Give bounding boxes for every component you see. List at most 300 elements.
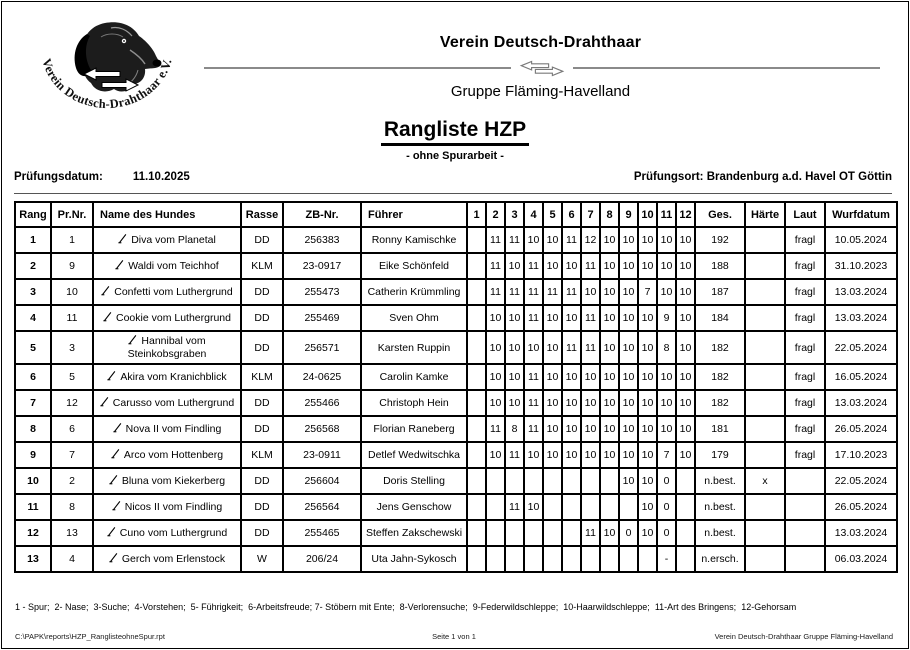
score-cell-10: 7 xyxy=(638,279,657,305)
score-cell-9: 10 xyxy=(619,468,638,494)
gender-icon xyxy=(112,500,121,511)
score-cell-8 xyxy=(600,494,619,520)
score-cell-9: 10 xyxy=(619,279,638,305)
rank-cell: 8 xyxy=(15,416,51,442)
handler-cell: Detlef Wedwitschka xyxy=(361,442,467,468)
table-row xyxy=(15,305,897,331)
birthdate-cell: 22.05.2024 xyxy=(825,468,897,494)
club-name: Verein Deutsch-Drahthaar xyxy=(439,34,642,51)
score-cell-1 xyxy=(467,305,486,331)
laut-cell: fragl xyxy=(785,305,825,331)
haerte-cell xyxy=(745,253,785,279)
rank-cell: 11 xyxy=(15,494,51,520)
score-cell-9: 10 xyxy=(619,416,638,442)
score-cell-8: 10 xyxy=(600,305,619,331)
score-cell-3 xyxy=(505,520,524,546)
prnr-cell: 8 xyxy=(51,494,93,520)
score-cell-1 xyxy=(467,546,486,572)
score-cell-3: 10 xyxy=(505,253,524,279)
score-cell-9: 0 xyxy=(619,520,638,546)
score-cell-1 xyxy=(467,520,486,546)
score-cell-3: 11 xyxy=(505,227,524,253)
table-row xyxy=(15,468,897,494)
laut-cell: fragl xyxy=(785,227,825,253)
score-cell-4: 10 xyxy=(524,442,543,468)
total-cell: n.best. xyxy=(695,494,745,520)
table-row xyxy=(15,227,897,253)
score-cell-11: 0 xyxy=(657,520,676,546)
dog-name: Hannibal vom Steinkobsgraben xyxy=(127,335,207,361)
rank-cell: 9 xyxy=(15,442,51,468)
laut-cell: fragl xyxy=(785,390,825,416)
score-cell-6: 11 xyxy=(562,279,581,305)
total-cell: 188 xyxy=(695,253,745,279)
score-cell-10: 10 xyxy=(638,253,657,279)
score-cell-10: 10 xyxy=(638,390,657,416)
score-cell-6: 10 xyxy=(562,390,581,416)
table-row xyxy=(15,364,897,390)
gender-icon xyxy=(103,311,112,322)
group-name: Gruppe Fläming-Havelland xyxy=(450,83,631,100)
score-cell-4: 11 xyxy=(524,416,543,442)
zb-number-cell: 206/24 xyxy=(283,546,361,572)
score-cell-4: 11 xyxy=(524,390,543,416)
score-cell-2: 10 xyxy=(486,442,505,468)
rank-cell: 3 xyxy=(15,279,51,305)
score-cell-11: 10 xyxy=(657,227,676,253)
score-cell-10 xyxy=(638,546,657,572)
zb-number-cell: 256604 xyxy=(283,468,361,494)
score-cell-5: 10 xyxy=(543,253,562,279)
divider-line-right xyxy=(573,67,880,69)
score-cell-8: 10 xyxy=(600,253,619,279)
score-cell-1 xyxy=(467,227,486,253)
score-cell-3 xyxy=(505,468,524,494)
total-cell: 182 xyxy=(695,364,745,390)
zb-number-cell: 256564 xyxy=(283,494,361,520)
score-cell-7: 10 xyxy=(581,364,600,390)
score-cell-6: 10 xyxy=(562,416,581,442)
score-cell-1 xyxy=(467,364,486,390)
score-cell-5: 11 xyxy=(543,279,562,305)
score-cell-7 xyxy=(581,468,600,494)
zb-number-cell: 256383 xyxy=(283,227,361,253)
score-cell-2: 11 xyxy=(486,253,505,279)
breed-cell: DD xyxy=(241,331,283,364)
score-cell-9: 10 xyxy=(619,305,638,331)
table-row xyxy=(15,442,897,468)
score-cell-8: 10 xyxy=(600,520,619,546)
page-subtitle: - ohne Spurarbeit - xyxy=(406,150,504,162)
score-cell-6: 11 xyxy=(562,227,581,253)
score-cell-4: 11 xyxy=(524,364,543,390)
score-cell-7: 10 xyxy=(581,279,600,305)
dog-name: Gerch vom Erlenstock xyxy=(121,553,226,566)
laut-cell: fragl xyxy=(785,331,825,364)
score-cell-1 xyxy=(467,468,486,494)
score-cell-10: 10 xyxy=(638,305,657,331)
breed-cell: DD xyxy=(241,279,283,305)
score-cell-4: 11 xyxy=(524,279,543,305)
score-cell-3: 11 xyxy=(505,494,524,520)
haerte-cell xyxy=(745,442,785,468)
breed-cell: DD xyxy=(241,227,283,253)
score-cell-4: 10 xyxy=(524,227,543,253)
dog-name: Nova II vom Findling xyxy=(125,423,222,436)
score-cell-6: 10 xyxy=(562,442,581,468)
score-cell-6 xyxy=(562,520,581,546)
prnr-cell: 6 xyxy=(51,416,93,442)
total-cell: n.best. xyxy=(695,520,745,546)
score-cell-9: 10 xyxy=(619,253,638,279)
birthdate-cell: 26.05.2024 xyxy=(825,416,897,442)
haerte-cell: x xyxy=(745,468,785,494)
prnr-cell: 1 xyxy=(51,227,93,253)
handler-cell: Sven Ohm xyxy=(361,305,467,331)
dog-name-cell xyxy=(93,520,241,546)
rank-cell: 7 xyxy=(15,390,51,416)
laut-cell xyxy=(785,546,825,572)
gender-icon xyxy=(113,422,122,433)
score-cell-7: 10 xyxy=(581,390,600,416)
score-cell-6: 10 xyxy=(562,305,581,331)
dog-name-cell xyxy=(93,416,241,442)
exam-location-value: Brandenburg a.d. Havel OT Göttin xyxy=(706,171,892,183)
dog-name: Waldi vom Teichhof xyxy=(128,259,219,272)
zb-number-cell: 23-0911 xyxy=(283,442,361,468)
dog-name-cell xyxy=(93,331,241,364)
score-cell-12: 10 xyxy=(676,390,695,416)
column-header-7: 7 xyxy=(581,202,600,227)
column-header-ges: Ges. xyxy=(695,202,745,227)
score-cell-2 xyxy=(486,546,505,572)
score-cell-8 xyxy=(600,468,619,494)
birthdate-cell: 06.03.2024 xyxy=(825,546,897,572)
prnr-cell: 7 xyxy=(51,442,93,468)
score-cell-1 xyxy=(467,279,486,305)
score-cell-6: 11 xyxy=(562,331,581,364)
exam-location-label: Prüfungsort: xyxy=(633,171,704,183)
score-cell-4: 10 xyxy=(524,331,543,364)
score-cell-6 xyxy=(562,546,581,572)
column-header-rasse: Rasse xyxy=(241,202,283,227)
zb-number-cell: 255465 xyxy=(283,520,361,546)
score-cell-3: 11 xyxy=(505,442,524,468)
dog-name: Akira vom Kranichblick xyxy=(120,371,227,384)
gender-icon xyxy=(107,370,116,381)
score-cell-5: 10 xyxy=(543,390,562,416)
column-header-11: 11 xyxy=(657,202,676,227)
zb-number-cell: 255469 xyxy=(283,305,361,331)
score-cell-10: 10 xyxy=(638,364,657,390)
breed-cell: W xyxy=(241,546,283,572)
breed-cell: KLM xyxy=(241,442,283,468)
laut-cell: fragl xyxy=(785,253,825,279)
column-header-führer: Führer xyxy=(361,202,467,227)
breed-cell: KLM xyxy=(241,253,283,279)
haerte-cell xyxy=(745,305,785,331)
prnr-cell: 4 xyxy=(51,546,93,572)
footer-page-number: Seite 1 von 1 xyxy=(432,632,476,641)
score-cell-5: 10 xyxy=(543,364,562,390)
score-cell-4 xyxy=(524,520,543,546)
handler-cell: Karsten Ruppin xyxy=(361,331,467,364)
column-header-zb-nr: ZB-Nr. xyxy=(283,202,361,227)
score-cell-11: 9 xyxy=(657,305,676,331)
score-cell-10: 10 xyxy=(638,468,657,494)
column-header-10: 10 xyxy=(638,202,657,227)
gender-icon xyxy=(115,259,124,270)
rank-cell: 12 xyxy=(15,520,51,546)
gender-icon xyxy=(109,474,118,485)
score-cell-11: 10 xyxy=(657,253,676,279)
score-cell-12 xyxy=(676,546,695,572)
prnr-cell: 3 xyxy=(51,331,93,364)
score-cell-9 xyxy=(619,494,638,520)
prnr-cell: 9 xyxy=(51,253,93,279)
prnr-cell: 11 xyxy=(51,305,93,331)
prnr-cell: 5 xyxy=(51,364,93,390)
score-cell-1 xyxy=(467,416,486,442)
score-cell-6 xyxy=(562,468,581,494)
score-cell-12: 10 xyxy=(676,279,695,305)
score-cell-7 xyxy=(581,494,600,520)
exam-location xyxy=(634,171,892,183)
prnr-cell: 10 xyxy=(51,279,93,305)
score-cell-3: 10 xyxy=(505,305,524,331)
exam-meta-row xyxy=(14,171,892,183)
birthdate-cell: 16.05.2024 xyxy=(825,364,897,390)
dog-name-cell xyxy=(93,227,241,253)
score-cell-3: 10 xyxy=(505,331,524,364)
dog-name: Nicos II vom Findling xyxy=(124,501,223,514)
laut-cell xyxy=(785,520,825,546)
prnr-cell: 2 xyxy=(51,468,93,494)
column-header-12: 12 xyxy=(676,202,695,227)
score-cell-10: 10 xyxy=(638,416,657,442)
dog-name: Confetti vom Luthergrund xyxy=(114,285,233,298)
score-cell-11: 0 xyxy=(657,468,676,494)
table-row xyxy=(15,331,897,364)
score-cell-10: 10 xyxy=(638,520,657,546)
score-cell-9: 10 xyxy=(619,331,638,364)
handler-cell: Florian Raneberg xyxy=(361,416,467,442)
rank-cell: 5 xyxy=(15,331,51,364)
score-cell-4 xyxy=(524,546,543,572)
table-header-row xyxy=(15,202,897,227)
zb-number-cell: 256571 xyxy=(283,331,361,364)
table-row xyxy=(15,253,897,279)
handler-cell: Eike Schönfeld xyxy=(361,253,467,279)
score-cell-1 xyxy=(467,442,486,468)
score-cell-10: 10 xyxy=(638,331,657,364)
haerte-cell xyxy=(745,279,785,305)
birthdate-cell: 13.03.2024 xyxy=(825,279,897,305)
score-cell-5 xyxy=(543,520,562,546)
birthdate-cell: 31.10.2023 xyxy=(825,253,897,279)
birthdate-cell: 17.10.2023 xyxy=(825,442,897,468)
score-cell-3 xyxy=(505,546,524,572)
handler-cell: Doris Stelling xyxy=(361,468,467,494)
laut-cell: fragl xyxy=(785,364,825,390)
score-cell-10: 10 xyxy=(638,494,657,520)
breed-cell: DD xyxy=(241,468,283,494)
score-cell-9 xyxy=(619,546,638,572)
score-cell-5 xyxy=(543,494,562,520)
score-legend: 1 - Spur; 2- Nase; 3-Suche; 4-Vorstehen; 5- Führigkeit; 6-Arbeitsfreude; 7- Stöbern mit Ente; 8-Verlorensuche; 9-Federwildschleppe; 10-Haarwildschleppe; 11-Art des Bringens; 12-Gehorsam xyxy=(15,602,797,612)
score-cell-7: 11 xyxy=(581,331,600,364)
dog-name-cell xyxy=(93,390,241,416)
score-cell-7 xyxy=(581,546,600,572)
column-header-name-des-hundes: Name des Hundes xyxy=(93,202,241,227)
score-cell-7: 11 xyxy=(581,520,600,546)
haerte-cell xyxy=(745,416,785,442)
table-row xyxy=(15,279,897,305)
score-cell-5: 10 xyxy=(543,227,562,253)
score-cell-12: 10 xyxy=(676,253,695,279)
dog-name-cell xyxy=(93,253,241,279)
column-header-8: 8 xyxy=(600,202,619,227)
score-cell-3: 8 xyxy=(505,416,524,442)
table-row xyxy=(15,520,897,546)
rank-cell: 6 xyxy=(15,364,51,390)
laut-cell: fragl xyxy=(785,416,825,442)
score-cell-11: 10 xyxy=(657,390,676,416)
score-cell-12: 10 xyxy=(676,416,695,442)
breed-cell: DD xyxy=(241,305,283,331)
zb-number-cell: 255466 xyxy=(283,390,361,416)
rank-cell: 1 xyxy=(15,227,51,253)
score-cell-2: 11 xyxy=(486,279,505,305)
total-cell: 182 xyxy=(695,331,745,364)
score-cell-7: 10 xyxy=(581,442,600,468)
arrows-emblem-icon xyxy=(519,60,565,77)
score-cell-5 xyxy=(543,468,562,494)
haerte-cell xyxy=(745,520,785,546)
birthdate-cell: 13.03.2024 xyxy=(825,520,897,546)
table-row xyxy=(15,416,897,442)
column-header-4: 4 xyxy=(524,202,543,227)
score-cell-2: 10 xyxy=(486,305,505,331)
score-cell-10: 10 xyxy=(638,442,657,468)
gender-icon xyxy=(100,396,109,407)
score-cell-3: 10 xyxy=(505,364,524,390)
dog-name-cell xyxy=(93,279,241,305)
page-title: Rangliste HZP xyxy=(381,118,529,146)
column-header-9: 9 xyxy=(619,202,638,227)
haerte-cell xyxy=(745,494,785,520)
column-header-6: 6 xyxy=(562,202,581,227)
score-cell-8: 10 xyxy=(600,331,619,364)
score-cell-4: 11 xyxy=(524,305,543,331)
score-cell-7: 11 xyxy=(581,253,600,279)
score-cell-1 xyxy=(467,390,486,416)
score-cell-11: 7 xyxy=(657,442,676,468)
footer-file-path: C:\PAPK\reports\HZP_RanglisteohneSpur.rpt xyxy=(15,632,165,641)
score-cell-3: 11 xyxy=(505,279,524,305)
prnr-cell: 12 xyxy=(51,390,93,416)
laut-cell xyxy=(785,468,825,494)
column-header-pr-nr: Pr.Nr. xyxy=(51,202,93,227)
zb-number-cell: 256568 xyxy=(283,416,361,442)
birthdate-cell: 22.05.2024 xyxy=(825,331,897,364)
total-cell: 181 xyxy=(695,416,745,442)
rank-cell: 4 xyxy=(15,305,51,331)
gender-icon xyxy=(111,448,120,459)
gender-icon xyxy=(101,285,110,296)
rank-cell: 13 xyxy=(15,546,51,572)
total-cell: 182 xyxy=(695,390,745,416)
haerte-cell xyxy=(745,364,785,390)
gender-icon xyxy=(118,233,127,244)
score-cell-4 xyxy=(524,468,543,494)
score-cell-12: 10 xyxy=(676,331,695,364)
page-footer xyxy=(15,632,893,641)
score-cell-5: 10 xyxy=(543,416,562,442)
divider-line-left xyxy=(204,67,511,69)
score-cell-11: 10 xyxy=(657,416,676,442)
rank-cell: 2 xyxy=(15,253,51,279)
score-cell-1 xyxy=(467,331,486,364)
score-cell-8 xyxy=(600,546,619,572)
score-cell-10: 10 xyxy=(638,227,657,253)
score-cell-12 xyxy=(676,520,695,546)
score-cell-8: 10 xyxy=(600,416,619,442)
score-cell-11: - xyxy=(657,546,676,572)
score-cell-8: 10 xyxy=(600,390,619,416)
column-header-3: 3 xyxy=(505,202,524,227)
score-cell-1 xyxy=(467,494,486,520)
score-cell-6: 10 xyxy=(562,253,581,279)
score-cell-2: 10 xyxy=(486,364,505,390)
dog-name-cell xyxy=(93,494,241,520)
score-cell-5 xyxy=(543,546,562,572)
score-cell-8: 10 xyxy=(600,279,619,305)
score-cell-5: 10 xyxy=(543,331,562,364)
rank-cell: 10 xyxy=(15,468,51,494)
total-cell: n.best. xyxy=(695,468,745,494)
table-row xyxy=(15,494,897,520)
column-header-wurfdatum: Wurfdatum xyxy=(825,202,897,227)
total-cell: 184 xyxy=(695,305,745,331)
dog-name: Carusso vom Luthergrund xyxy=(112,397,235,410)
dog-name: Cuno vom Luthergrund xyxy=(119,527,228,540)
score-cell-6 xyxy=(562,494,581,520)
gender-icon xyxy=(109,552,118,563)
score-cell-12 xyxy=(676,468,695,494)
zb-number-cell: 24-0625 xyxy=(283,364,361,390)
handler-cell: Catherin Krümmling xyxy=(361,279,467,305)
haerte-cell xyxy=(745,331,785,364)
ranking-table xyxy=(14,201,898,573)
column-header-rang: Rang xyxy=(15,202,51,227)
score-cell-2: 11 xyxy=(486,416,505,442)
score-cell-11: 0 xyxy=(657,494,676,520)
score-cell-9: 10 xyxy=(619,364,638,390)
report-page xyxy=(1,1,909,649)
prnr-cell: 13 xyxy=(51,520,93,546)
score-cell-2: 10 xyxy=(486,331,505,364)
score-cell-4: 10 xyxy=(524,494,543,520)
dog-name: Arco vom Hottenberg xyxy=(123,449,224,462)
total-cell: 192 xyxy=(695,227,745,253)
gender-icon xyxy=(128,334,137,345)
score-cell-2 xyxy=(486,520,505,546)
score-cell-3: 10 xyxy=(505,390,524,416)
laut-cell: fragl xyxy=(785,442,825,468)
score-cell-12: 10 xyxy=(676,305,695,331)
score-cell-12: 10 xyxy=(676,442,695,468)
